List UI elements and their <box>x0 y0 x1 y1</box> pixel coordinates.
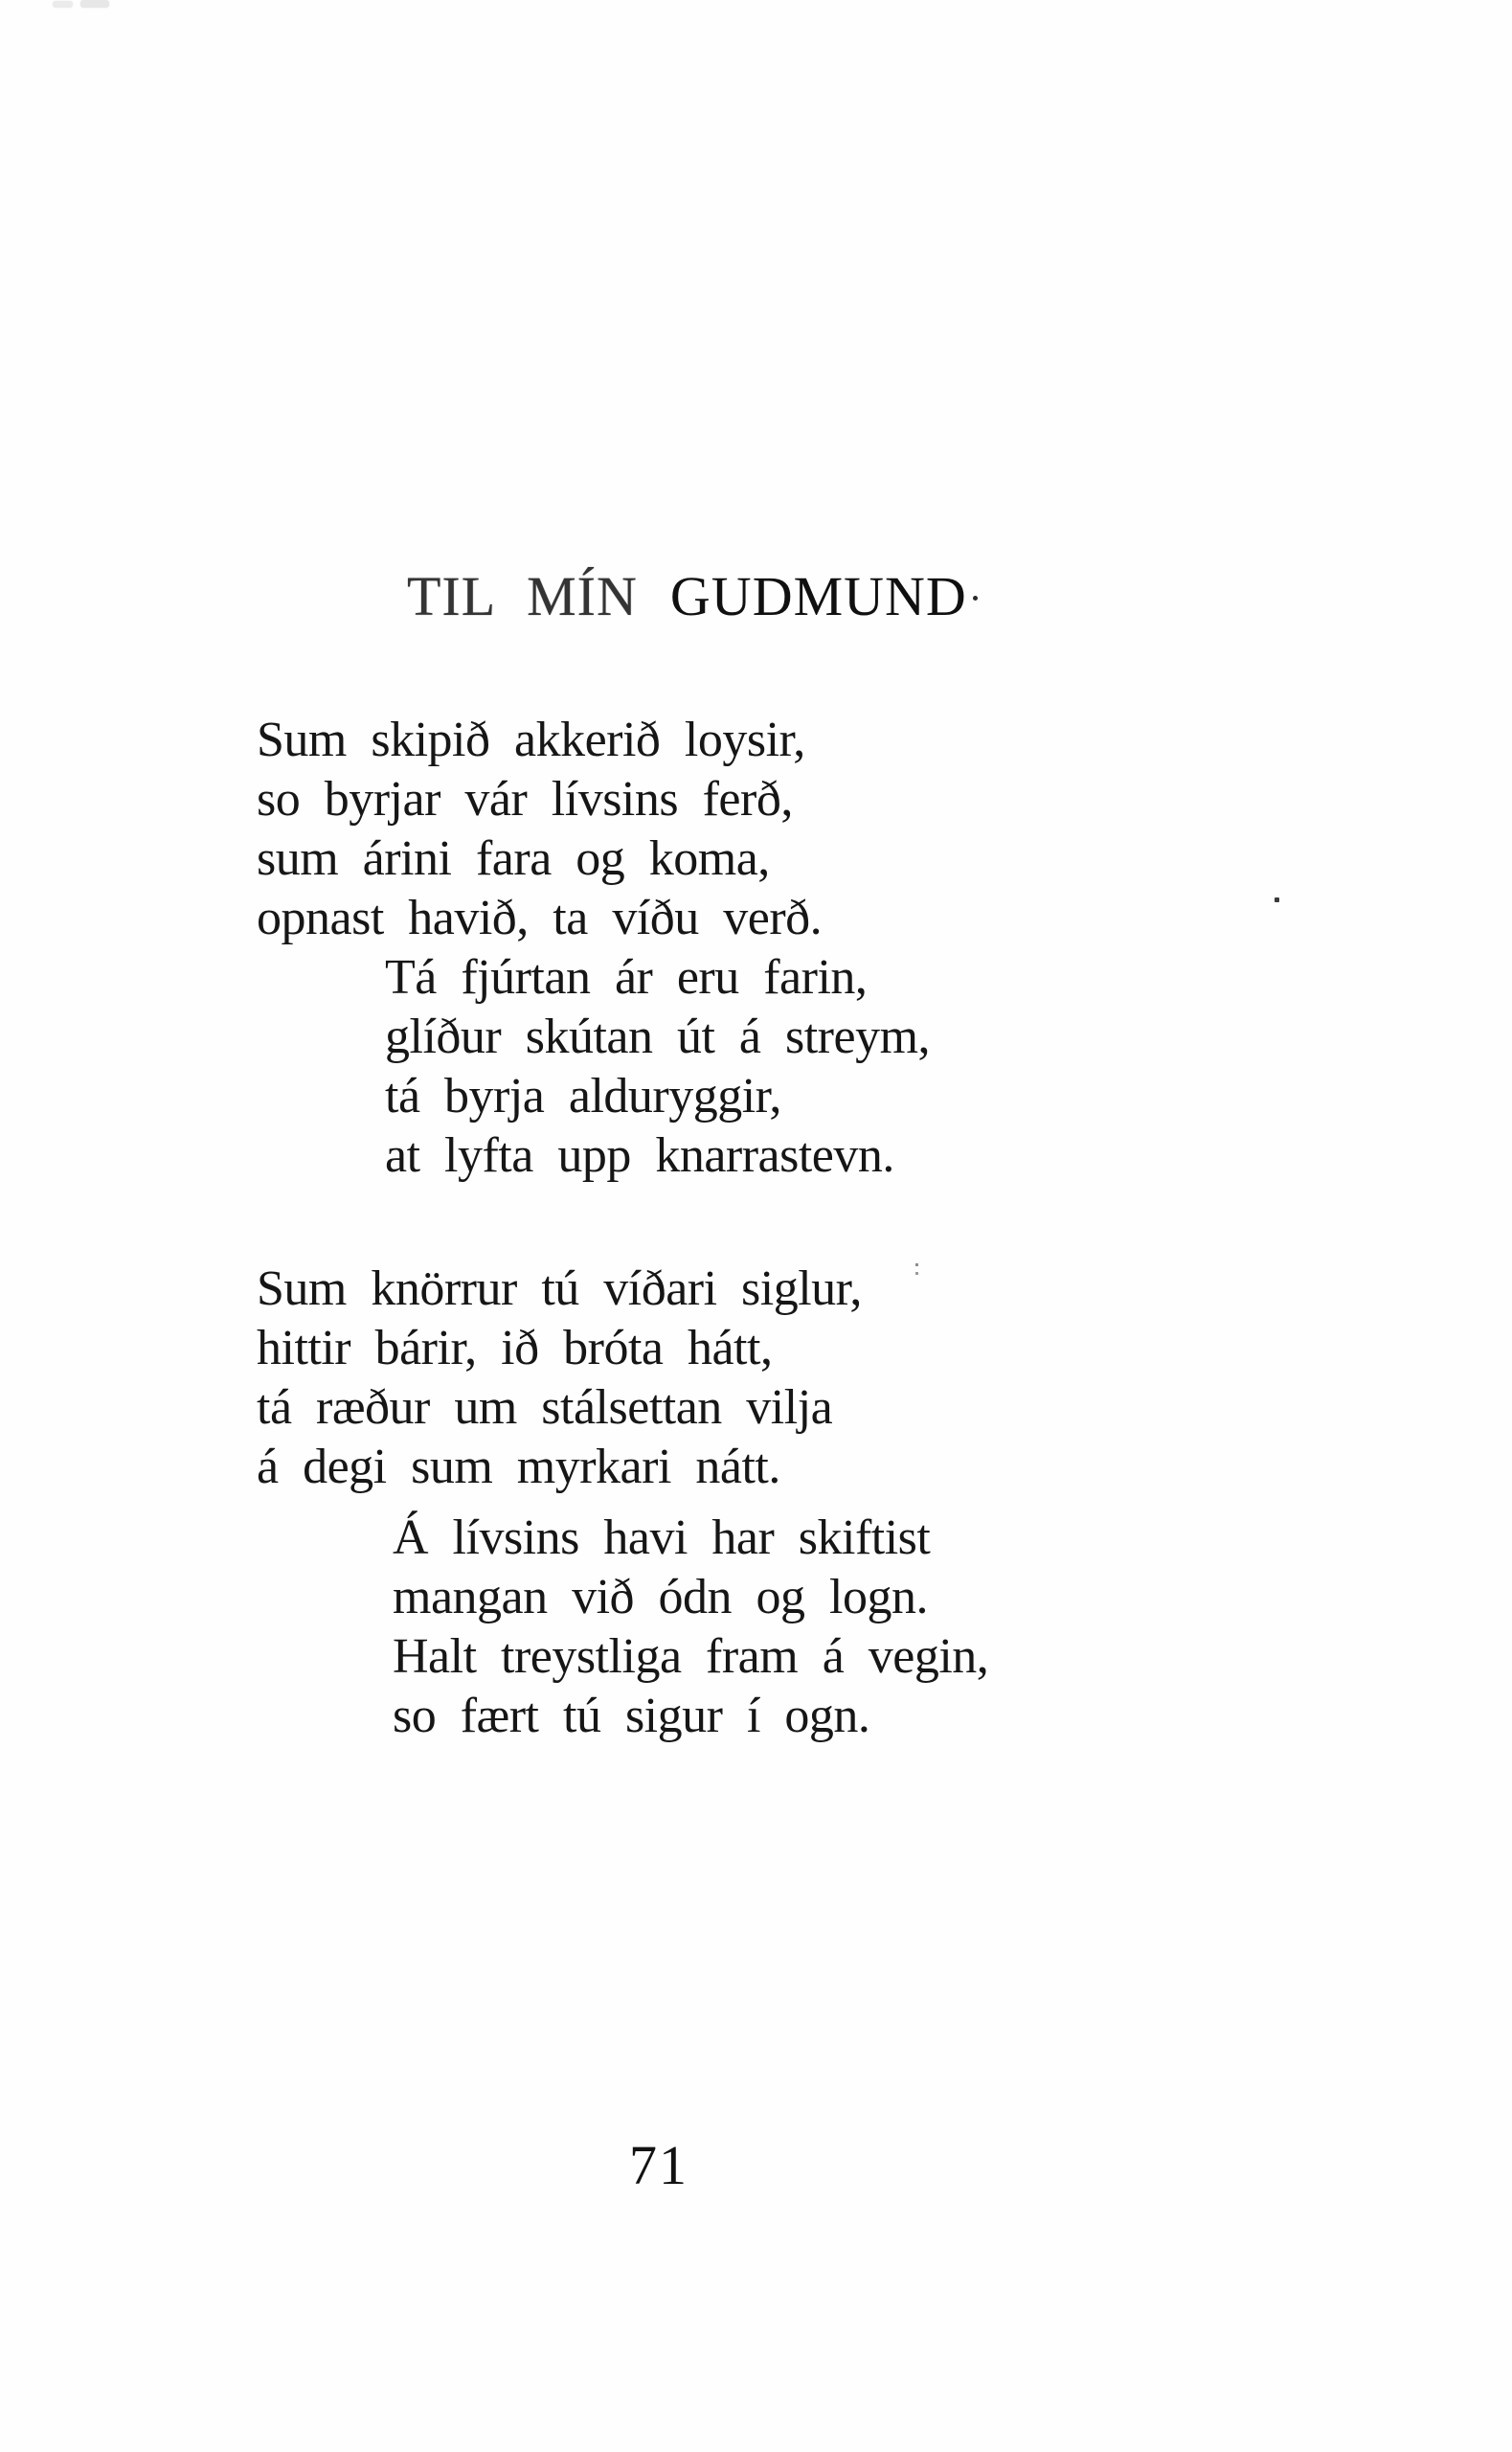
stray-ink-dot <box>1275 897 1279 902</box>
poem-line: mangan við ódn og logn. <box>393 1570 929 1624</box>
poem-line: hittir bárir, ið bróta hátt, <box>257 1321 773 1375</box>
poem-line: sum árini fara og koma, <box>257 831 770 886</box>
poem-title-worn-part: TIL MÍN <box>407 565 638 627</box>
poem-line: opnast havið, ta víðu verð. <box>257 891 823 945</box>
poem-title-rest-part: GUDMUND <box>669 565 967 627</box>
poem-line: so fært tú sigur í ogn. <box>393 1689 870 1743</box>
stanza <box>385 948 930 1186</box>
poem-line: glíður skútan út á streym, <box>385 1010 931 1064</box>
stray-ink-dot <box>973 596 978 601</box>
stray-ink-mark <box>915 1263 918 1266</box>
poem-line: Á lívsins havi har skiftist <box>393 1510 931 1565</box>
poem-line: á degi sum myrkari nátt. <box>257 1440 780 1494</box>
poem-line: tá ræður um stálsettan vilja <box>257 1380 833 1435</box>
poem-line: Sum skipið akkerið loysir, <box>257 713 805 767</box>
stanza <box>257 711 822 948</box>
poem-line: tá byrja alduryggir, <box>385 1069 781 1124</box>
poem-line: Sum knörrur tú víðari siglur, <box>257 1261 862 1316</box>
poem-line: Tá fjúrtan ár eru farin, <box>385 950 868 1005</box>
poem-line: Halt treystliga fram á vegin, <box>393 1629 989 1684</box>
poem-line: at lyfta upp knarrastevn. <box>385 1128 894 1183</box>
scan-smudge <box>80 0 109 8</box>
stanza <box>393 1509 988 1746</box>
stanza <box>257 1260 862 1497</box>
poem-title <box>407 567 967 626</box>
scan-smudge <box>53 1 73 8</box>
poem-line: so byrjar vár lívsins ferð, <box>257 772 793 827</box>
page-number: 71 <box>629 2134 688 2196</box>
